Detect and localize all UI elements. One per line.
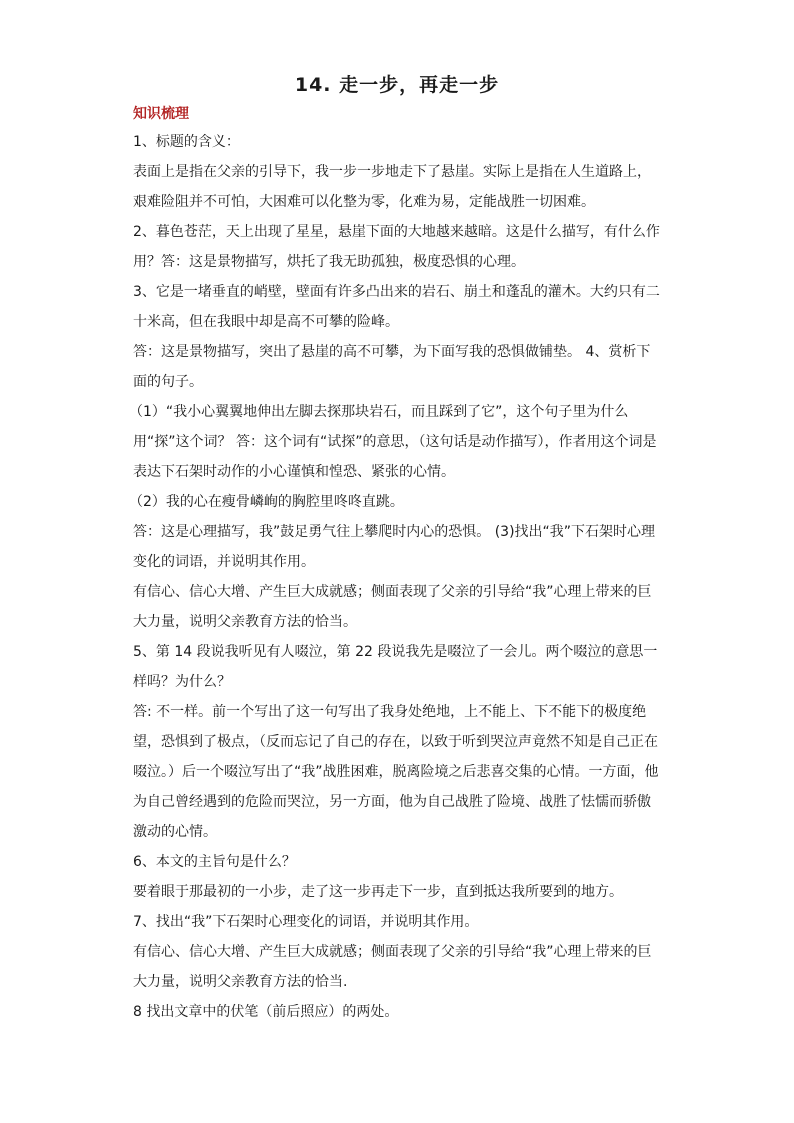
paragraph: 6、本文的主旨句是什么？ [133,854,296,870]
paragraph: 有信心、信心大增、产生巨大成就感；侧面表现了父亲的引导给“我”心理上带来的巨大力量，说明父亲教育方法的恰当. [133,944,652,990]
paragraph: 答：这是心理描写，我”鼓足勇气往上攀爬时内心的恐惧。 (3)找出“我”下石架时心理变化的词语，并说明其作用。 [133,524,656,570]
paragraph: 7、找出“我”下石架时心理变化的词语，并说明其作用。 [133,914,479,930]
paragraph: 5、第 14 段说我听见有人啜泣，第 22 段说我先是啜泣了一会儿。两个啜泣的意思一样吗？为什么？ [133,644,658,690]
paragraph: 3、它是一堵垂直的峭壁，壁面有许多凸出来的岩石、崩土和蓬乱的灌木。大约只有二十米高，但在我眼中却是高不可攀的险峰。 [133,284,660,330]
paragraph: 答: 不一样。前一个写出了这一句写出了我身处绝地，上不能上、下不能下的极度绝望，恐惧到了极点，（反而忘记了自己的存在，以致于听到哭泣声竟然不知是自己正在啜泣。）后一个啜泣写出了“我”战胜困难，脱离险境之后悲喜交集的心情。一方面，他为自己曾经遇到的危险而哭泣，另一方面，他为自己战胜了险境、战胜了怯懦而骄傲激动的心情。 [133,704,659,840]
paragraph: 1、标题的含义： [133,134,240,150]
paragraph: （2）我的心在瘦骨嶙峋的胸腔里咚咚直跳。 [129,494,404,510]
paragraph: 答：这是景物描写，突出了悬崖的高不可攀，为下面写我的恐惧做铺垫。 4、赏析下面的句子。 [133,344,651,390]
paragraph: 表面上是指在父亲的引导下，我一步一步地走下了悬崖。实际上是指在人生道路上，艰难险阻并不可怕，大困难可以化整为零，化难为易，定能战胜一切困难。 [133,164,651,210]
paragraph: 2、暮色苍茫，天上出现了星星，悬崖下面的大地越来越暗。这是什么描写，有什么作用？答：这是景物描写，烘托了我无助孤独，极度恐惧的心理。 [133,224,660,270]
paragraph: 要着眼于那最初的一小步，走了这一步再走下一步，直到抵达我所要到的地方。 [133,884,623,900]
body-text [129,127,663,1027]
page-title: 14. 走一步，再走一步 [294,74,500,96]
paragraph: 有信心、信心大增、产生巨大成就感；侧面表现了父亲的引导给“我”心理上带来的巨大力量，说明父亲教育方法的恰当。 [133,584,652,630]
paragraph: （1）“我小心翼翼地伸出左脚去探那块岩石，而且踩到了它”，这个句子里为什么用“探”这个词？ 答：这个词有“试探”的意思，（这句话是动作描写），作者用这个词是表达下石架时动作的小心谨慎和惶恐、紧张的心情。 [129,404,657,480]
section-heading: 知识梳理 [133,106,189,122]
paragraph: 8 找出文章中的伏笔（前后照应）的两处。 [133,1004,399,1020]
